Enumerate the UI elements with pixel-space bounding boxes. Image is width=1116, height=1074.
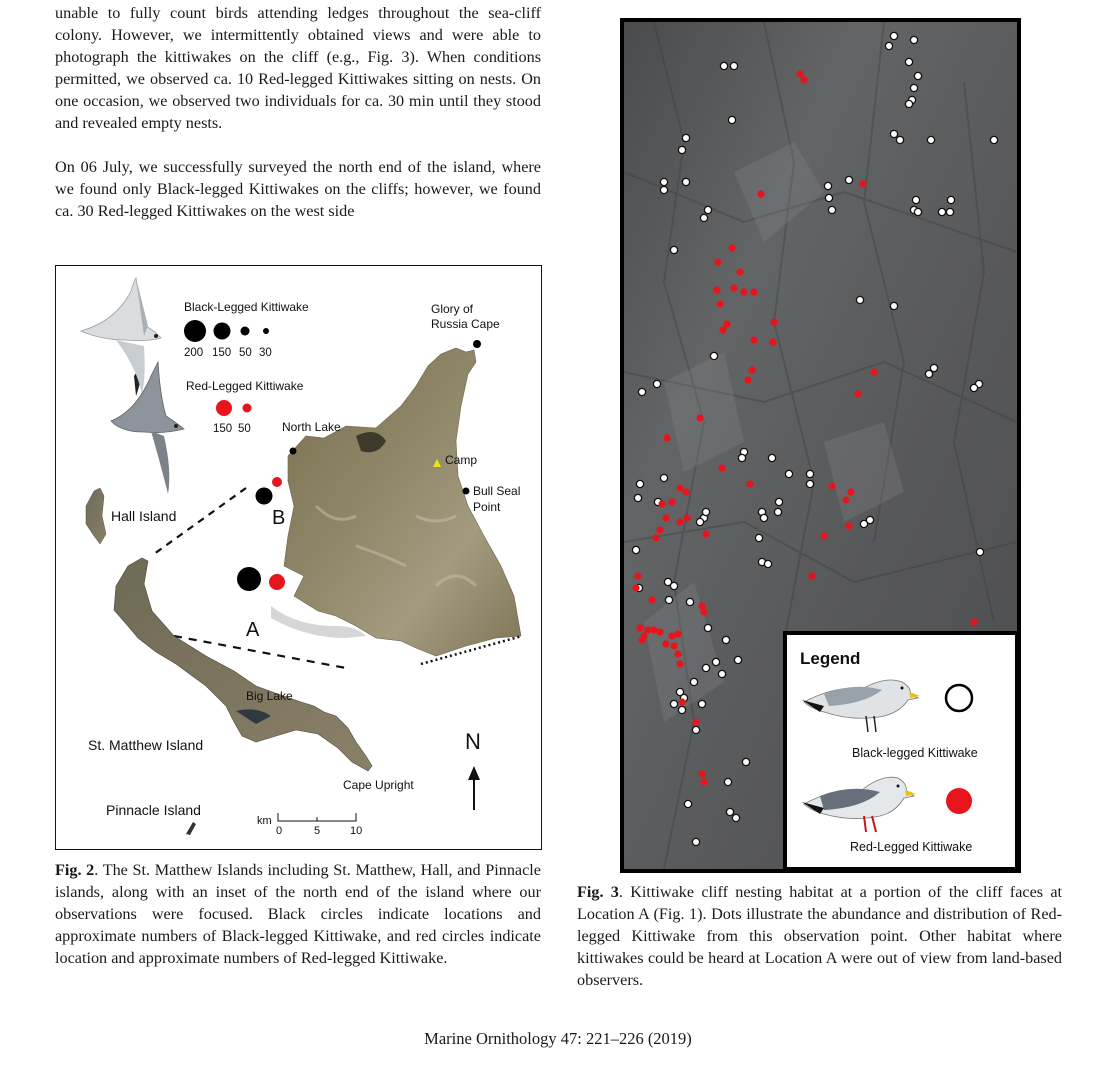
red-legged-nest-dot	[700, 608, 707, 615]
journal-footer: Marine Ornithology 47: 221–226 (2019)	[424, 1029, 692, 1048]
red-legged-nest-dot	[750, 336, 757, 343]
body-paragraph-1: unable to fully count birds attending ledges throughout the sea-cliff colony. However, we intermittently obtained views and were able to photograph the kittiwakes on the cliff (e.g., Fig. 3). When conditions permitted, we observed ca. 10 Red-legged Kittiwakes sitting on nests. On one occasion, we observed two individuals for ca. 30 min until they stood and revealed empty nests.	[55, 4, 541, 132]
scale-5: 5	[314, 825, 321, 837]
legend-title: Legend	[800, 649, 861, 668]
legend-black-dot-150	[214, 323, 231, 340]
red-legged-nest-dot	[648, 596, 655, 603]
red-legged-nest-dot	[845, 522, 852, 529]
black-legged-nest-dot	[760, 514, 767, 521]
black-legged-nest-dot	[947, 196, 954, 203]
black-legged-nest-dot	[678, 146, 685, 153]
black-legged-nest-dot	[890, 302, 897, 309]
black-legged-nest-dot	[930, 364, 937, 371]
figure-3-cliff-photo	[620, 18, 1021, 873]
black-legged-nest-dot	[914, 208, 921, 215]
black-legged-nest-dot	[686, 598, 693, 605]
black-legged-nest-dot	[976, 548, 983, 555]
black-legged-nest-dot	[684, 800, 691, 807]
black-legged-nest-dot	[702, 508, 709, 515]
black-legged-nest-dot	[660, 186, 667, 193]
black-legged-nest-dot	[692, 838, 699, 845]
black-legged-nest-dot	[728, 116, 735, 123]
black-legged-nest-dot	[724, 778, 731, 785]
label-site-a: A	[246, 619, 260, 641]
black-legged-nest-dot	[704, 624, 711, 631]
red-legged-nest-dot	[748, 366, 755, 373]
red-legged-nest-dot	[700, 778, 707, 785]
red-legged-nest-dot	[746, 480, 753, 487]
red-legged-nest-dot	[736, 268, 743, 275]
red-legged-nest-dot	[820, 532, 827, 539]
legend-red-dot-150	[216, 400, 232, 416]
red-legged-nest-dot	[662, 640, 669, 647]
red-legged-nest-dot	[698, 770, 705, 777]
legend-black-dot-50	[241, 327, 250, 336]
black-legged-nest-dot	[730, 62, 737, 69]
red-legged-nest-dot	[674, 650, 681, 657]
black-legged-nest-dot	[905, 100, 912, 107]
black-legged-nest-dot	[825, 194, 832, 201]
black-legged-nest-dot	[845, 176, 852, 183]
red-legged-nest-dot	[714, 258, 721, 265]
legend-open-circle	[946, 685, 972, 711]
red-legged-nest-dot	[692, 718, 699, 725]
red-legged-nest-dot	[808, 572, 815, 579]
black-legged-nest-dot	[856, 296, 863, 303]
label-pinnacle-island: Pinnacle Island	[106, 802, 201, 818]
black-legged-nest-dot	[665, 596, 672, 603]
black-legged-nest-dot	[660, 178, 667, 185]
black-legged-nest-dot	[690, 678, 697, 685]
black-legged-nest-dot	[896, 136, 903, 143]
black-legged-nest-dot	[670, 582, 677, 589]
red-legged-nest-dot	[676, 518, 683, 525]
label-bull-seal-line1: Bull Seal	[473, 484, 521, 498]
red-legged-nest-dot	[662, 514, 669, 521]
label-st-matthew-island: St. Matthew Island	[88, 737, 204, 753]
site-a-red-dot	[269, 574, 285, 590]
scale-km-label: km	[257, 815, 272, 827]
cliff-svg	[624, 22, 1017, 869]
label-site-b: B	[272, 507, 286, 529]
map-dot-glory	[473, 340, 481, 348]
figure-3-caption-text: . Kittiwake cliff nesting habitat at a portion of the cliff faces at Location A (Fig. 1). Dots illustrate the abundance and distribution of Red-legged Kittiwake from this observation point. Other habitat where kittiwakes could be heard at Location A were out of view from land-based observers.	[577, 883, 1063, 989]
label-glory-line2: Russia Cape	[431, 317, 500, 331]
red-legged-nest-dot	[744, 376, 751, 383]
red-legged-nest-dot	[854, 390, 861, 397]
red-legged-nest-dot	[828, 482, 835, 489]
black-legged-kittiwake-illustration	[81, 278, 161, 396]
black-legged-nest-dot	[970, 384, 977, 391]
red-legged-nest-dot	[970, 618, 977, 625]
black-legged-nest-dot	[638, 388, 645, 395]
black-legged-nest-dot	[775, 498, 782, 505]
black-legged-nest-dot	[634, 494, 641, 501]
label-big-lake: Big Lake	[246, 689, 293, 703]
black-legged-nest-dot	[632, 546, 639, 553]
legend-red-size-50: 50	[238, 423, 251, 435]
black-legged-nest-dot	[682, 134, 689, 141]
red-legged-nest-dot	[750, 288, 757, 295]
north-label: N	[465, 729, 481, 754]
black-legged-nest-dot	[678, 706, 685, 713]
black-legged-nest-dot	[670, 700, 677, 707]
black-legged-nest-dot	[696, 518, 703, 525]
legend-black-size-30: 30	[259, 347, 272, 359]
legend-black-size-50: 50	[239, 347, 252, 359]
black-legged-nest-dot	[905, 58, 912, 65]
red-legged-nest-dot	[723, 320, 730, 327]
black-legged-nest-dot	[653, 380, 660, 387]
red-legged-nest-dot	[713, 286, 720, 293]
legend-black-size-200: 200	[184, 347, 204, 359]
red-legged-nest-dot	[658, 500, 665, 507]
label-bull-seal-line2: Point	[473, 500, 501, 514]
black-legged-nest-dot	[910, 84, 917, 91]
black-legged-nest-dot	[732, 814, 739, 821]
black-legged-nest-dot	[885, 42, 892, 49]
red-legged-nest-dot	[769, 338, 776, 345]
red-legged-nest-dot	[663, 434, 670, 441]
black-legged-nest-dot	[702, 664, 709, 671]
figure-3-caption	[577, 881, 1062, 991]
black-legged-nest-dot	[828, 206, 835, 213]
black-legged-nest-dot	[718, 670, 725, 677]
label-glory-line1: Glory of	[431, 302, 474, 316]
legend-red-dot-50	[243, 404, 252, 413]
legend-red-circle	[946, 788, 972, 814]
black-legged-nest-dot	[726, 808, 733, 815]
legend-red-title: Red-Legged Kittiwake	[186, 379, 304, 393]
red-legged-nest-dot	[770, 318, 777, 325]
red-legged-nest-dot	[682, 488, 689, 495]
black-legged-nest-dot	[722, 636, 729, 643]
figure-2-caption-text: . The St. Matthew Islands including St. Matthew, Hall, and Pinnacle islands, along with an inset of the north end of the island where our observations were focused. Black circles indicate locations and approximate numbers of Black-legged Kittiwake, and red circles indicate location and approximate numbers of Red-legged Kittiwake.	[55, 861, 541, 967]
red-legged-nest-dot	[702, 530, 709, 537]
black-legged-nest-dot	[720, 62, 727, 69]
red-legged-nest-dot	[676, 484, 683, 491]
black-legged-nest-dot	[938, 208, 945, 215]
black-legged-nest-dot	[710, 352, 717, 359]
black-legged-nest-dot	[698, 700, 705, 707]
black-legged-nest-dot	[670, 246, 677, 253]
red-legged-nest-dot	[656, 628, 663, 635]
label-cape-upright: Cape Upright	[343, 778, 414, 792]
red-legged-nest-dot	[718, 464, 725, 471]
red-legged-nest-dot	[670, 642, 677, 649]
site-b-black-dot	[256, 488, 273, 505]
body-paragraph-2: On 06 July, we successfully surveyed the north end of the island, where we found only Black-legged Kittiwakes on the cliffs; however, we found ca. 30 Red-legged Kittiwakes on the west side	[55, 158, 541, 220]
figure-3-legend	[785, 633, 1017, 869]
black-legged-nest-dot	[682, 178, 689, 185]
figure-2-caption	[55, 859, 541, 969]
scale-bar	[278, 813, 356, 821]
red-legged-nest-dot	[740, 288, 747, 295]
red-legged-nest-dot	[847, 488, 854, 495]
site-b-red-dot	[272, 477, 282, 487]
map-dot-north-lake	[290, 448, 297, 455]
black-legged-nest-dot	[704, 206, 711, 213]
black-legged-nest-dot	[912, 196, 919, 203]
map-dot-bull-seal	[463, 488, 470, 495]
red-legged-nest-dot	[730, 284, 737, 291]
figure-3-caption-label: Fig. 3	[577, 883, 619, 901]
legend-black-title: Black-Legged Kittiwake	[184, 300, 309, 314]
black-legged-nest-dot	[890, 32, 897, 39]
red-legged-nest-dot	[719, 326, 726, 333]
black-legged-nest-dot	[764, 560, 771, 567]
red-legged-nest-dot	[842, 496, 849, 503]
legend-black-label: Black-legged Kittiwake	[852, 746, 978, 760]
pinnacle-island-shape	[186, 822, 196, 835]
black-legged-nest-dot	[768, 454, 775, 461]
red-legged-nest-dot	[728, 244, 735, 251]
red-legged-kittiwake-illustration	[111, 362, 184, 494]
red-legged-nest-dot	[632, 584, 639, 591]
red-legged-nest-dot	[696, 414, 703, 421]
black-legged-nest-dot	[990, 136, 997, 143]
red-legged-nest-dot	[757, 190, 764, 197]
legend-black-dot-200	[184, 320, 206, 342]
black-legged-nest-dot	[738, 454, 745, 461]
label-north-lake: North Lake	[282, 420, 341, 434]
black-legged-nest-dot	[700, 214, 707, 221]
label-hall-island: Hall Island	[111, 508, 177, 524]
label-camp: Camp	[445, 453, 478, 467]
black-legged-nest-dot	[734, 656, 741, 663]
legend-black-dot-30	[263, 328, 269, 334]
black-legged-nest-dot	[860, 520, 867, 527]
black-legged-nest-dot	[925, 370, 932, 377]
red-legged-nest-dot	[636, 624, 643, 631]
scale-0: 0	[276, 825, 283, 837]
black-legged-nest-dot	[712, 658, 719, 665]
black-legged-nest-dot	[910, 36, 917, 43]
red-legged-nest-dot	[683, 514, 690, 521]
figure-2-map	[55, 265, 542, 850]
black-legged-nest-dot	[806, 470, 813, 477]
hall-island-shape	[86, 488, 106, 544]
red-legged-nest-dot	[678, 698, 685, 705]
red-legged-nest-dot	[634, 572, 641, 579]
red-legged-nest-dot	[859, 180, 866, 187]
site-a-black-dot	[237, 567, 261, 591]
red-legged-nest-dot	[656, 526, 663, 533]
red-legged-nest-dot	[800, 76, 807, 83]
black-legged-nest-dot	[890, 130, 897, 137]
black-legged-nest-dot	[927, 136, 934, 143]
black-legged-nest-dot	[785, 470, 792, 477]
black-legged-nest-dot	[946, 208, 953, 215]
red-legged-nest-dot	[796, 70, 803, 77]
red-legged-nest-dot	[716, 300, 723, 307]
scale-10: 10	[350, 825, 363, 837]
black-legged-nest-dot	[824, 182, 831, 189]
red-legged-nest-dot	[674, 630, 681, 637]
black-legged-nest-dot	[660, 474, 667, 481]
legend-red-label: Red-Legged Kittiwake	[850, 840, 973, 854]
legend-red-size-150: 150	[213, 423, 233, 435]
black-legged-nest-dot	[774, 508, 781, 515]
red-legged-nest-dot	[668, 498, 675, 505]
black-legged-nest-dot	[755, 534, 762, 541]
legend-black-size-150: 150	[212, 347, 232, 359]
map-svg	[56, 266, 541, 849]
red-legged-nest-dot	[870, 368, 877, 375]
black-legged-nest-dot	[692, 726, 699, 733]
black-legged-nest-dot	[742, 758, 749, 765]
black-legged-nest-dot	[806, 480, 813, 487]
figure-2-caption-label: Fig. 2	[55, 861, 95, 879]
red-legged-nest-dot	[652, 534, 659, 541]
red-legged-nest-dot	[676, 660, 683, 667]
black-legged-nest-dot	[636, 480, 643, 487]
north-arrow-head	[468, 766, 480, 780]
black-legged-nest-dot	[914, 72, 921, 79]
red-legged-nest-dot	[638, 636, 645, 643]
